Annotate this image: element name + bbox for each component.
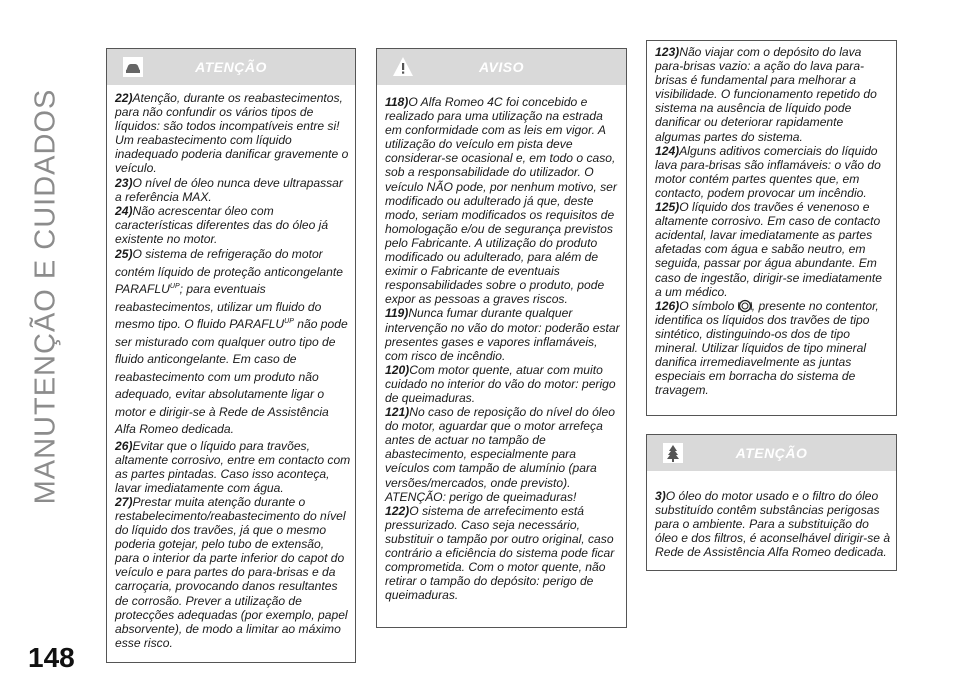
- note-item: 122)O sistema de arrefecimento está pressurizado. Caso seja necessário, substituir o tampão por outro original, caso contrário a eficiência do sistema pode ficar comprometida. Com o motor quente, não retirar o tampão do depósito: perigo de queimaduras.: [385, 503, 615, 603]
- note-item: 125)O líquido dos travões é venenoso e altamente corrosivo. Em caso de contacto acidental, lavar imediatamente as partes afetadas com água e sabão neutro, em seguida, passar por água abundante. Em caso de ingestão, dirigir-se imediatamente a um médico.: [655, 200, 882, 299]
- attention-text: [107, 85, 355, 650]
- note-item: 120)Com motor quente, atuar com muito cuidado no interior do vão do motor: perigo de queimaduras.: [385, 362, 616, 405]
- note-item: 126)O símbolo , presente no contentor, identifica os líquidos dos travões de tipo sintético, distinguindo-os dos de tipo mineral. Utilizar líquidos de tipo mineral danifica irremediavelmente as juntas especiais em borracha do sistema de travagem.: [655, 298, 879, 398]
- note-item: 121)No caso de reposição do nível do óleo do motor, aguardar que o motor arrefeça antes de actuar no tampão de abastecimento, especialmente para veículos com tampão de alumínio (para versões/mercados, onde previsto). ATENÇÃO: perigo de queimaduras!: [385, 405, 615, 504]
- attention-env-header: [647, 435, 896, 471]
- attention-box-environment: [646, 434, 897, 571]
- warning-box: [376, 48, 627, 628]
- note-item: 119)Nunca fumar durante qualquer intervenção no vão do motor: poderão estar presentes gases e vapores inflamáveis, com risco de incêndio.: [385, 306, 620, 363]
- note-item: 123)Não viajar com o depósito do lava para-brisas vazio: a ação do lava para-brisas é fundamental para melhorar a visibilidade. O funcionamento repetido do sistema na ausência de líquido pode danificar ou deteriorar rapidamente algumas partes do sistema.: [655, 45, 877, 144]
- note-item: 27)Prestar muita atenção durante o restabelecimento/reabastecimento do nível do líquido dos travões, já que o mesmo poderia gotejar, pelo tubo de extensão, para o interior da parte inferior do capot do veículo e para partes do para-brisas e da carroçaria, provocando danos resultantes de corrosão. Prever a utilização de protecções adequadas (por exemplo, papel absorvente), de modo a limitar ao máximo esse risco.: [115, 494, 348, 650]
- attention-env-title: ATENÇÃO: [735, 445, 808, 461]
- note-item: 25)O sistema de refrigeração do motor contém líquido de proteção anticongelante $PARAFLU^{UP}$; para eventuais reabastecimentos, utilizar um fluido do mesmo tipo. O fluido $PARAFLU^{UP}$ não pode ser misturado com qualquer outro tipo de fluido anticongelante. Em caso de reabastecimento com um produto não adequado, evitar absolutamente ligar o motor e dirigir-se à Rede de Assistência Alfa Romeo dedicada.: [115, 247, 348, 437]
- note-item: 23)O nível de óleo nunca deve ultrapassar a referência MAX.: [115, 175, 343, 204]
- warning-text: [377, 85, 626, 602]
- attention-box-fluids: [106, 48, 356, 663]
- warning-box-continued: [646, 40, 897, 416]
- note-item: 26)Evitar que o líquido para travões, altamente corrosivo, entre em contacto com as partes pintadas. Caso isso aconteça, lavar imediatamente com água.: [115, 438, 351, 495]
- warning-title: AVISO: [478, 59, 525, 75]
- note-item: 3)O óleo do motor usado e o filtro do óleo substituído contêm substâncias perigosas para o ambiente. Para a substituição do óleo e dos filtros, é aconselhável dirigir-se à Rede de Assistência Alfa Romeo dedicada.: [655, 489, 891, 560]
- attention-env-text: [647, 471, 896, 559]
- note-item: 118)O Alfa Romeo 4C foi concebido e realizado para uma utilização na estrada em conformidade com as leis em vigor. A utilização do veículo em pista deve considerar-se ocasional e, em todo o caso, sob a responsabilidade do utilizador. O veículo NÃO pode, por nenhum motivo, ser modificado ou adulterado já que, deste modo, seriam modificados os requisitos de homologação e/ou de segurança previstos pelo Fabricante. A utilização do produto modificado ou adulterado, para além de eximir o Fabricante de eventuais responsabilidades sobre o produto, pode expor as pessoas a graves riscos.: [385, 95, 617, 307]
- brake-fluid-symbol-icon: [738, 299, 752, 313]
- warning-header: [377, 49, 626, 85]
- warning-text-continued: [647, 41, 896, 397]
- note-item: 22)Atenção, durante os reabastecimentos, para não confundir os vários tipos de líquidos: são todos incompatíveis entre si! Um reabastecimento com líquido inadequado poderia danificar gravemente o veículo.: [115, 91, 349, 176]
- page-number: 148: [28, 642, 75, 673]
- attention-title: ATENÇÃO: [195, 59, 267, 75]
- attention-header: [107, 49, 355, 85]
- note-item: 24)Não acrescentar óleo com características diferentes das do óleo já existente no motor.: [115, 203, 329, 246]
- note-item: 124)Alguns aditivos comerciais do líquido lava para-brisas são inflamáveis: o vão do motor contém partes quentes que, em contacto, podem provocar um incêndio.: [655, 143, 881, 200]
- section-title-vertical: MANUTENÇÃO E CUIDADOS: [29, 88, 62, 505]
